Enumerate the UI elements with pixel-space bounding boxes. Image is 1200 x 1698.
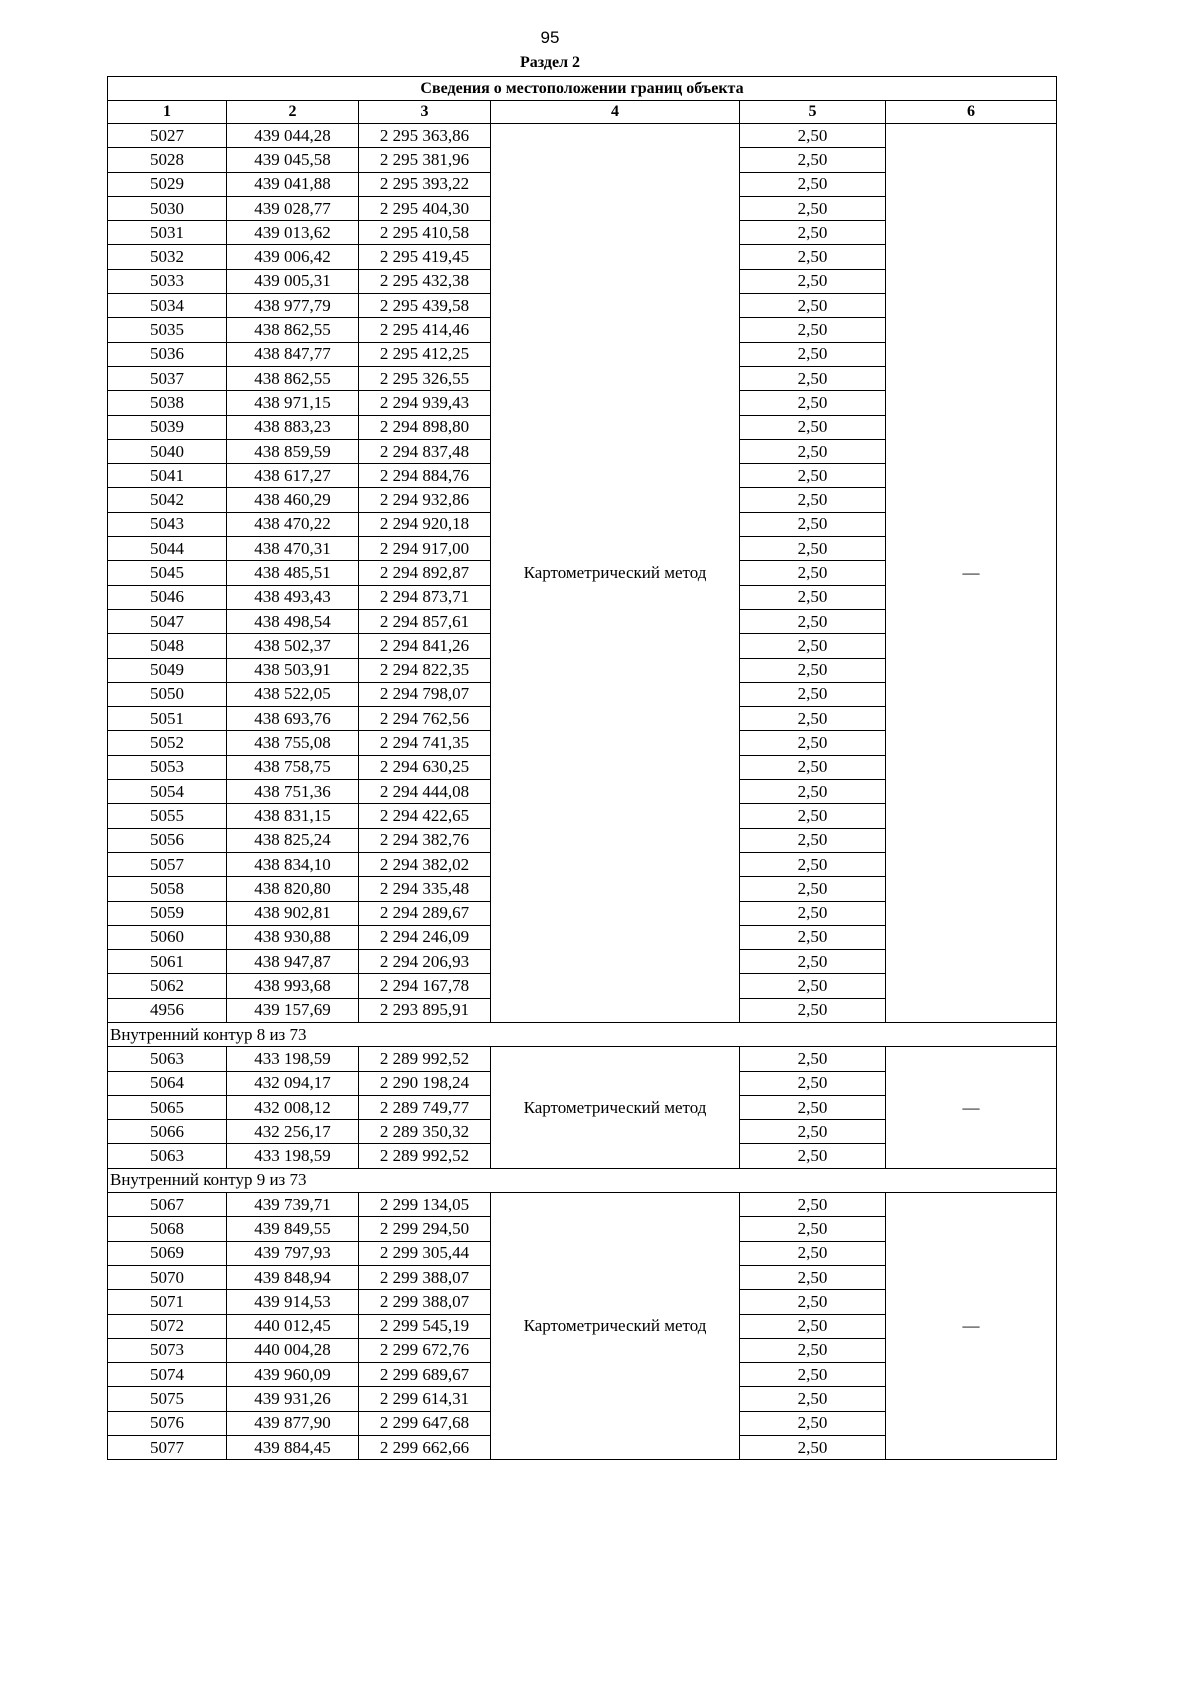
point-number-cell: 5076 (108, 1411, 227, 1435)
coordinate-y-cell: 2 295 404,30 (359, 196, 491, 220)
column-number: 5 (740, 101, 886, 124)
accuracy-cell: 2,50 (740, 1193, 886, 1217)
coordinate-y-cell: 2 289 992,52 (359, 1047, 491, 1071)
coordinate-y-cell: 2 294 289,67 (359, 901, 491, 925)
accuracy-cell: 2,50 (740, 391, 886, 415)
coordinate-x-cell: 438 862,55 (227, 318, 359, 342)
coordinate-x-cell: 438 693,76 (227, 707, 359, 731)
table-row (108, 124, 1057, 148)
accuracy-cell: 2,50 (740, 1144, 886, 1168)
page-number: 95 (540, 28, 560, 47)
accuracy-cell: 2,50 (740, 269, 886, 293)
coordinate-y-cell: 2 299 545,19 (359, 1314, 491, 1338)
coordinate-y-cell: 2 299 388,07 (359, 1290, 491, 1314)
coordinate-x-cell: 439 931,26 (227, 1387, 359, 1411)
coordinate-y-cell: 2 294 206,93 (359, 950, 491, 974)
coordinate-x-cell: 432 094,17 (227, 1071, 359, 1095)
coordinate-y-cell: 2 294 382,76 (359, 828, 491, 852)
coordinate-y-cell: 2 294 939,43 (359, 391, 491, 415)
accuracy-cell: 2,50 (740, 148, 886, 172)
point-number-cell: 5063 (108, 1047, 227, 1071)
accuracy-cell: 2,50 (740, 196, 886, 220)
table-row (108, 1193, 1057, 1217)
coordinate-y-cell: 2 289 350,32 (359, 1120, 491, 1144)
coordinate-x-cell: 438 993,68 (227, 974, 359, 998)
accuracy-cell: 2,50 (740, 634, 886, 658)
coordinate-x-cell: 439 884,45 (227, 1436, 359, 1460)
accuracy-cell: 2,50 (740, 658, 886, 682)
coordinate-x-cell: 438 930,88 (227, 925, 359, 949)
point-number-cell: 5036 (108, 342, 227, 366)
coordinate-y-cell: 2 289 749,77 (359, 1095, 491, 1119)
coordinate-y-cell: 2 294 920,18 (359, 512, 491, 536)
point-number-cell: 5069 (108, 1241, 227, 1265)
point-number-cell: 5073 (108, 1338, 227, 1362)
coordinate-x-cell: 438 503,91 (227, 658, 359, 682)
point-number-cell: 5042 (108, 488, 227, 512)
table-row (108, 1047, 1057, 1071)
point-number-cell: 5058 (108, 877, 227, 901)
point-number-cell: 5048 (108, 634, 227, 658)
coordinate-y-cell: 2 295 432,38 (359, 269, 491, 293)
point-number-cell: 5043 (108, 512, 227, 536)
coordinate-x-cell: 439 157,69 (227, 998, 359, 1022)
coordinate-x-cell: 438 485,51 (227, 561, 359, 585)
accuracy-cell: 2,50 (740, 1047, 886, 1071)
coordinate-y-cell: 2 294 246,09 (359, 925, 491, 949)
accuracy-cell: 2,50 (740, 1411, 886, 1435)
point-number-cell: 5062 (108, 974, 227, 998)
coordinate-x-cell: 438 902,81 (227, 901, 359, 925)
method-cell: Картометрический метод (491, 1047, 740, 1168)
coordinate-x-cell: 438 758,75 (227, 755, 359, 779)
coordinate-x-cell: 440 004,28 (227, 1338, 359, 1362)
accuracy-cell: 2,50 (740, 585, 886, 609)
coordinate-x-cell: 438 460,29 (227, 488, 359, 512)
point-number-cell: 5050 (108, 682, 227, 706)
coordinate-y-cell: 2 295 393,22 (359, 172, 491, 196)
accuracy-cell: 2,50 (740, 1436, 886, 1460)
coordinate-y-cell: 2 299 294,50 (359, 1217, 491, 1241)
point-number-cell: 5075 (108, 1387, 227, 1411)
point-number-cell: 5047 (108, 609, 227, 633)
coordinate-x-cell: 438 847,77 (227, 342, 359, 366)
table-body (108, 77, 1057, 1460)
column-6-cell: — (886, 124, 1057, 1023)
coordinate-y-cell: 2 294 837,48 (359, 439, 491, 463)
coordinate-y-cell: 2 295 419,45 (359, 245, 491, 269)
point-number-cell: 5052 (108, 731, 227, 755)
coordinate-x-cell: 439 877,90 (227, 1411, 359, 1435)
point-number-cell: 5027 (108, 124, 227, 148)
coordinate-x-cell: 439 028,77 (227, 196, 359, 220)
accuracy-cell: 2,50 (740, 1387, 886, 1411)
coordinate-x-cell: 438 883,23 (227, 415, 359, 439)
accuracy-cell: 2,50 (740, 755, 886, 779)
accuracy-cell: 2,50 (740, 1120, 886, 1144)
coordinate-y-cell: 2 295 326,55 (359, 366, 491, 390)
coordinate-y-cell: 2 289 992,52 (359, 1144, 491, 1168)
coordinate-y-cell: 2 295 439,58 (359, 294, 491, 318)
coordinate-y-cell: 2 295 412,25 (359, 342, 491, 366)
coordinate-x-cell: 438 834,10 (227, 852, 359, 876)
coordinate-x-cell: 439 848,94 (227, 1265, 359, 1289)
point-number-cell: 5033 (108, 269, 227, 293)
coordinate-x-cell: 438 470,22 (227, 512, 359, 536)
coordinate-x-cell: 439 849,55 (227, 1217, 359, 1241)
accuracy-cell: 2,50 (740, 1363, 886, 1387)
accuracy-cell: 2,50 (740, 1290, 886, 1314)
point-number-cell: 5049 (108, 658, 227, 682)
coordinate-y-cell: 2 290 198,24 (359, 1071, 491, 1095)
coordinate-y-cell: 2 299 689,67 (359, 1363, 491, 1387)
point-number-cell: 5059 (108, 901, 227, 925)
coordinate-y-cell: 2 299 305,44 (359, 1241, 491, 1265)
accuracy-cell: 2,50 (740, 1338, 886, 1362)
point-number-cell: 5034 (108, 294, 227, 318)
point-number-cell: 5067 (108, 1193, 227, 1217)
coordinate-y-cell: 2 294 630,25 (359, 755, 491, 779)
accuracy-cell: 2,50 (740, 852, 886, 876)
coordinate-x-cell: 438 502,37 (227, 634, 359, 658)
section-title: Раздел 2 (519, 54, 581, 71)
point-number-cell: 5044 (108, 537, 227, 561)
accuracy-cell: 2,50 (740, 950, 886, 974)
accuracy-cell: 2,50 (740, 342, 886, 366)
point-number-cell: 5070 (108, 1265, 227, 1289)
accuracy-cell: 2,50 (740, 221, 886, 245)
point-number-cell: 5063 (108, 1144, 227, 1168)
point-number-cell: 5060 (108, 925, 227, 949)
accuracy-cell: 2,50 (740, 877, 886, 901)
accuracy-cell: 2,50 (740, 512, 886, 536)
point-number-cell: 5045 (108, 561, 227, 585)
point-number-cell: 5054 (108, 780, 227, 804)
contour-label: Внутренний контур 8 из 73 (108, 1022, 1057, 1046)
coordinate-y-cell: 2 299 662,66 (359, 1436, 491, 1460)
coordinate-y-cell: 2 299 647,68 (359, 1411, 491, 1435)
accuracy-cell: 2,50 (740, 998, 886, 1022)
coordinate-y-cell: 2 299 388,07 (359, 1265, 491, 1289)
coordinate-x-cell: 438 751,36 (227, 780, 359, 804)
accuracy-cell: 2,50 (740, 682, 886, 706)
point-number-cell: 5040 (108, 439, 227, 463)
coordinate-x-cell: 433 198,59 (227, 1144, 359, 1168)
point-number-cell: 5051 (108, 707, 227, 731)
coordinate-x-cell: 438 470,31 (227, 537, 359, 561)
accuracy-cell: 2,50 (740, 780, 886, 804)
coordinate-x-cell: 439 960,09 (227, 1363, 359, 1387)
coordinate-y-cell: 2 294 382,02 (359, 852, 491, 876)
accuracy-cell: 2,50 (740, 318, 886, 342)
coordinate-x-cell: 440 012,45 (227, 1314, 359, 1338)
column-numbers-row (108, 101, 1057, 124)
accuracy-cell: 2,50 (740, 439, 886, 463)
accuracy-cell: 2,50 (740, 1265, 886, 1289)
coordinate-y-cell: 2 294 841,26 (359, 634, 491, 658)
contour-row (108, 1168, 1057, 1192)
point-number-cell: 5074 (108, 1363, 227, 1387)
column-number: 3 (359, 101, 491, 124)
accuracy-cell: 2,50 (740, 172, 886, 196)
coordinate-y-cell: 2 295 414,46 (359, 318, 491, 342)
point-number-cell: 4956 (108, 998, 227, 1022)
coordinate-y-cell: 2 299 672,76 (359, 1338, 491, 1362)
accuracy-cell: 2,50 (740, 1314, 886, 1338)
accuracy-cell: 2,50 (740, 901, 886, 925)
accuracy-cell: 2,50 (740, 1095, 886, 1119)
accuracy-cell: 2,50 (740, 366, 886, 390)
table-caption-row (108, 77, 1057, 101)
point-number-cell: 5031 (108, 221, 227, 245)
coordinate-x-cell: 438 820,80 (227, 877, 359, 901)
coordinate-x-cell: 438 617,27 (227, 464, 359, 488)
coordinate-y-cell: 2 299 134,05 (359, 1193, 491, 1217)
coordinate-y-cell: 2 294 741,35 (359, 731, 491, 755)
point-number-cell: 5053 (108, 755, 227, 779)
accuracy-cell: 2,50 (740, 415, 886, 439)
coordinate-x-cell: 439 739,71 (227, 1193, 359, 1217)
column-number: 2 (227, 101, 359, 124)
point-number-cell: 5039 (108, 415, 227, 439)
contour-label: Внутренний контур 9 из 73 (108, 1168, 1057, 1192)
accuracy-cell: 2,50 (740, 974, 886, 998)
coordinate-y-cell: 2 294 444,08 (359, 780, 491, 804)
accuracy-cell: 2,50 (740, 464, 886, 488)
boundary-coordinates-table (107, 76, 1057, 1460)
coordinate-x-cell: 439 006,42 (227, 245, 359, 269)
point-number-cell: 5065 (108, 1095, 227, 1119)
accuracy-cell: 2,50 (740, 828, 886, 852)
column-number: 4 (491, 101, 740, 124)
coordinate-y-cell: 2 294 822,35 (359, 658, 491, 682)
coordinate-x-cell: 433 198,59 (227, 1047, 359, 1071)
coordinate-x-cell: 438 755,08 (227, 731, 359, 755)
accuracy-cell: 2,50 (740, 1241, 886, 1265)
coordinate-y-cell: 2 294 892,87 (359, 561, 491, 585)
accuracy-cell: 2,50 (740, 561, 886, 585)
point-number-cell: 5056 (108, 828, 227, 852)
column-number: 1 (108, 101, 227, 124)
coordinate-x-cell: 432 008,12 (227, 1095, 359, 1119)
table-caption: Сведения о местоположении границ объекта (108, 77, 1057, 101)
coordinate-x-cell: 439 041,88 (227, 172, 359, 196)
point-number-cell: 5072 (108, 1314, 227, 1338)
coordinate-x-cell: 438 498,54 (227, 609, 359, 633)
accuracy-cell: 2,50 (740, 124, 886, 148)
point-number-cell: 5068 (108, 1217, 227, 1241)
accuracy-cell: 2,50 (740, 294, 886, 318)
point-number-cell: 5037 (108, 366, 227, 390)
coordinate-y-cell: 2 294 798,07 (359, 682, 491, 706)
coordinate-x-cell: 438 522,05 (227, 682, 359, 706)
coordinate-y-cell: 2 294 898,80 (359, 415, 491, 439)
coordinate-y-cell: 2 294 422,65 (359, 804, 491, 828)
accuracy-cell: 2,50 (740, 925, 886, 949)
coordinate-x-cell: 438 947,87 (227, 950, 359, 974)
coordinate-x-cell: 439 013,62 (227, 221, 359, 245)
coordinate-x-cell: 439 797,93 (227, 1241, 359, 1265)
method-cell: Картометрический метод (491, 1193, 740, 1460)
point-number-cell: 5055 (108, 804, 227, 828)
point-number-cell: 5064 (108, 1071, 227, 1095)
coordinate-x-cell: 439 045,58 (227, 148, 359, 172)
method-cell: Картометрический метод (491, 124, 740, 1023)
coordinate-y-cell: 2 294 335,48 (359, 877, 491, 901)
point-number-cell: 5038 (108, 391, 227, 415)
coordinate-y-cell: 2 293 895,91 (359, 998, 491, 1022)
point-number-cell: 5028 (108, 148, 227, 172)
coordinate-x-cell: 438 493,43 (227, 585, 359, 609)
coordinate-y-cell: 2 294 762,56 (359, 707, 491, 731)
column-6-cell: — (886, 1193, 1057, 1460)
coordinate-x-cell: 438 862,55 (227, 366, 359, 390)
accuracy-cell: 2,50 (740, 609, 886, 633)
point-number-cell: 5032 (108, 245, 227, 269)
point-number-cell: 5061 (108, 950, 227, 974)
point-number-cell: 5030 (108, 196, 227, 220)
coordinate-x-cell: 439 044,28 (227, 124, 359, 148)
coordinate-x-cell: 438 831,15 (227, 804, 359, 828)
point-number-cell: 5041 (108, 464, 227, 488)
point-number-cell: 5077 (108, 1436, 227, 1460)
accuracy-cell: 2,50 (740, 1071, 886, 1095)
point-number-cell: 5029 (108, 172, 227, 196)
accuracy-cell: 2,50 (740, 488, 886, 512)
accuracy-cell: 2,50 (740, 804, 886, 828)
point-number-cell: 5057 (108, 852, 227, 876)
coordinate-x-cell: 438 859,59 (227, 439, 359, 463)
coordinate-y-cell: 2 294 857,61 (359, 609, 491, 633)
coordinate-y-cell: 2 294 932,86 (359, 488, 491, 512)
coordinate-y-cell: 2 295 381,96 (359, 148, 491, 172)
coordinate-x-cell: 432 256,17 (227, 1120, 359, 1144)
point-number-cell: 5066 (108, 1120, 227, 1144)
coordinate-y-cell: 2 294 884,76 (359, 464, 491, 488)
coordinate-x-cell: 439 005,31 (227, 269, 359, 293)
point-number-cell: 5035 (108, 318, 227, 342)
accuracy-cell: 2,50 (740, 731, 886, 755)
coordinate-x-cell: 438 825,24 (227, 828, 359, 852)
point-number-cell: 5046 (108, 585, 227, 609)
coordinate-y-cell: 2 294 917,00 (359, 537, 491, 561)
accuracy-cell: 2,50 (740, 1217, 886, 1241)
accuracy-cell: 2,50 (740, 537, 886, 561)
coordinate-y-cell: 2 295 363,86 (359, 124, 491, 148)
point-number-cell: 5071 (108, 1290, 227, 1314)
coordinate-y-cell: 2 299 614,31 (359, 1387, 491, 1411)
column-6-cell: — (886, 1047, 1057, 1168)
coordinate-y-cell: 2 294 873,71 (359, 585, 491, 609)
coordinate-x-cell: 438 977,79 (227, 294, 359, 318)
coordinate-y-cell: 2 295 410,58 (359, 221, 491, 245)
accuracy-cell: 2,50 (740, 245, 886, 269)
coordinate-y-cell: 2 294 167,78 (359, 974, 491, 998)
contour-row (108, 1022, 1057, 1046)
coordinate-x-cell: 438 971,15 (227, 391, 359, 415)
column-number: 6 (886, 101, 1057, 124)
accuracy-cell: 2,50 (740, 707, 886, 731)
coordinate-x-cell: 439 914,53 (227, 1290, 359, 1314)
